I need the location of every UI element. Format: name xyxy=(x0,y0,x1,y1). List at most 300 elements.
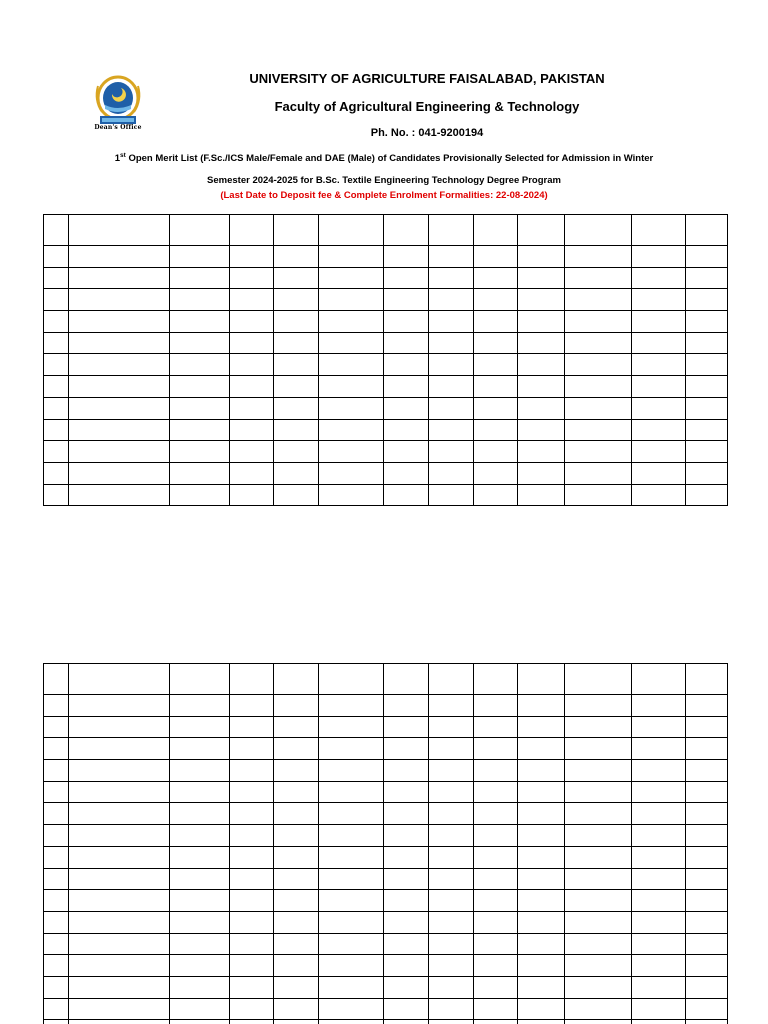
table-row xyxy=(44,976,728,998)
table-cell xyxy=(565,419,632,441)
table-cell xyxy=(518,289,565,311)
table-cell xyxy=(384,890,429,912)
table-cell xyxy=(518,825,565,847)
table-cell xyxy=(384,441,429,463)
table-cell xyxy=(429,311,474,333)
table-cell xyxy=(474,419,518,441)
table-row xyxy=(44,760,728,782)
table-cell xyxy=(632,868,686,890)
table-cell xyxy=(632,332,686,354)
table-cell xyxy=(274,846,319,868)
table-cell xyxy=(474,825,518,847)
table-row xyxy=(44,998,728,1020)
table-cell xyxy=(384,846,429,868)
table-cell xyxy=(274,311,319,333)
table-cell xyxy=(319,738,384,760)
table-cell xyxy=(632,933,686,955)
table-cell xyxy=(44,825,69,847)
table-cell xyxy=(44,332,69,354)
table-cell xyxy=(686,311,728,333)
table-cell xyxy=(632,462,686,484)
table-cell xyxy=(429,890,474,912)
table-cell xyxy=(69,825,170,847)
table-cell xyxy=(474,397,518,419)
table-cell xyxy=(170,695,230,717)
table-cell xyxy=(518,311,565,333)
table-cell xyxy=(429,825,474,847)
table-cell xyxy=(565,781,632,803)
table-cell xyxy=(686,955,728,977)
table-cell xyxy=(44,397,69,419)
table-cell xyxy=(170,484,230,506)
table-cell xyxy=(170,890,230,912)
table-row xyxy=(44,441,728,463)
table-cell xyxy=(518,781,565,803)
table-cell xyxy=(686,215,728,246)
table-cell xyxy=(274,933,319,955)
table-cell xyxy=(170,976,230,998)
table-header-row xyxy=(44,215,728,246)
table-cell xyxy=(319,695,384,717)
table-cell xyxy=(429,760,474,782)
table-cell xyxy=(319,664,384,695)
table-cell xyxy=(69,419,170,441)
table-cell xyxy=(230,998,274,1020)
table-row xyxy=(44,246,728,268)
table-cell xyxy=(69,716,170,738)
table-cell xyxy=(632,397,686,419)
merit-ordinal: 1 xyxy=(114,153,121,165)
logo-caption: Dean's Office xyxy=(94,124,142,131)
table-cell xyxy=(429,484,474,506)
table-cell xyxy=(170,781,230,803)
table-cell xyxy=(686,1020,728,1024)
table-cell xyxy=(565,695,632,717)
table-cell xyxy=(686,738,728,760)
table-row xyxy=(44,933,728,955)
table-cell xyxy=(429,803,474,825)
table-cell xyxy=(518,846,565,868)
deadline-notice: (Last Date to Deposit fee & Complete Enrolment Formalities: 22-08-2024) xyxy=(220,190,548,201)
table-cell xyxy=(319,825,384,847)
table-cell xyxy=(319,246,384,268)
table-cell xyxy=(384,267,429,289)
table-cell xyxy=(632,781,686,803)
table-cell xyxy=(69,868,170,890)
table-cell xyxy=(230,803,274,825)
table-cell xyxy=(518,332,565,354)
faculty-title: Faculty of Agricultural Engineering & Technology xyxy=(274,99,580,114)
table-cell xyxy=(274,803,319,825)
merit-list-text: Open Merit List (F.Sc./ICS Male/Female and DAE (Male) of Candidates Provisionally Selected for Admission in Winter xyxy=(125,153,654,165)
table-row xyxy=(44,890,728,912)
table-cell xyxy=(474,354,518,376)
table-cell xyxy=(686,289,728,311)
table-cell xyxy=(518,911,565,933)
table-cell xyxy=(686,376,728,398)
table-cell xyxy=(230,868,274,890)
table-cell xyxy=(274,1020,319,1024)
table-cell xyxy=(44,376,69,398)
table-cell xyxy=(565,376,632,398)
table-cell xyxy=(230,397,274,419)
table-cell xyxy=(429,462,474,484)
table-cell xyxy=(565,825,632,847)
table-cell xyxy=(686,890,728,912)
table-cell xyxy=(518,664,565,695)
table-cell xyxy=(69,462,170,484)
table-cell xyxy=(319,868,384,890)
table-cell xyxy=(474,246,518,268)
table-cell xyxy=(565,354,632,376)
table-cell xyxy=(474,976,518,998)
table-cell xyxy=(429,376,474,398)
table-cell xyxy=(319,976,384,998)
table-cell xyxy=(565,803,632,825)
table-cell xyxy=(384,376,429,398)
table-cell xyxy=(565,933,632,955)
table-row xyxy=(44,419,728,441)
table-cell xyxy=(170,846,230,868)
table-cell xyxy=(319,376,384,398)
table-cell xyxy=(69,311,170,333)
table-cell xyxy=(44,441,69,463)
table-row xyxy=(44,781,728,803)
table-cell xyxy=(384,354,429,376)
table-cell xyxy=(474,911,518,933)
table-cell xyxy=(319,890,384,912)
table-cell xyxy=(274,354,319,376)
table-row xyxy=(44,911,728,933)
table-cell xyxy=(44,267,69,289)
table-row xyxy=(44,376,728,398)
table-cell xyxy=(384,311,429,333)
table-row xyxy=(44,825,728,847)
table-cell xyxy=(384,419,429,441)
table-cell xyxy=(44,846,69,868)
table-cell xyxy=(518,998,565,1020)
table-cell xyxy=(632,911,686,933)
table-cell xyxy=(230,332,274,354)
table-cell xyxy=(274,695,319,717)
table-cell xyxy=(565,716,632,738)
table-cell xyxy=(69,803,170,825)
table-cell xyxy=(565,760,632,782)
table-cell xyxy=(44,933,69,955)
table-cell xyxy=(170,267,230,289)
table-cell xyxy=(319,311,384,333)
table-cell xyxy=(170,332,230,354)
table-cell xyxy=(69,376,170,398)
table-cell xyxy=(429,289,474,311)
table-cell xyxy=(319,397,384,419)
table-cell xyxy=(384,825,429,847)
table-cell xyxy=(44,760,69,782)
table-cell xyxy=(274,738,319,760)
table-cell xyxy=(518,397,565,419)
table-cell xyxy=(384,868,429,890)
table-cell xyxy=(429,998,474,1020)
table-cell xyxy=(686,462,728,484)
table-cell xyxy=(565,955,632,977)
table-cell xyxy=(384,738,429,760)
table-cell xyxy=(474,868,518,890)
table-cell xyxy=(69,890,170,912)
table-cell xyxy=(274,267,319,289)
table-cell xyxy=(632,1020,686,1024)
table-cell xyxy=(384,781,429,803)
table-cell xyxy=(518,738,565,760)
table-cell xyxy=(632,246,686,268)
table-cell xyxy=(69,267,170,289)
table-cell xyxy=(230,1020,274,1024)
table-cell xyxy=(230,911,274,933)
table-cell xyxy=(474,933,518,955)
merit-list-line-1 xyxy=(0,152,768,164)
table-cell xyxy=(429,911,474,933)
table-cell xyxy=(69,664,170,695)
table-cell xyxy=(170,397,230,419)
table-cell xyxy=(565,911,632,933)
table-cell xyxy=(686,246,728,268)
table-cell xyxy=(384,695,429,717)
table-cell xyxy=(274,716,319,738)
table-cell xyxy=(474,664,518,695)
table-cell xyxy=(44,716,69,738)
table-cell xyxy=(44,1020,69,1024)
table-cell xyxy=(686,911,728,933)
table-cell xyxy=(230,716,274,738)
table-cell xyxy=(474,441,518,463)
table-cell xyxy=(319,354,384,376)
table-cell xyxy=(686,803,728,825)
table-cell xyxy=(632,803,686,825)
table-cell xyxy=(319,846,384,868)
phone-number: Ph. No. : 041-9200194 xyxy=(370,127,484,139)
table-cell xyxy=(319,760,384,782)
table-cell xyxy=(632,419,686,441)
table-cell xyxy=(474,267,518,289)
table-cell xyxy=(319,781,384,803)
table-cell xyxy=(686,695,728,717)
table-row xyxy=(44,397,728,419)
table-cell xyxy=(69,441,170,463)
table-cell xyxy=(384,955,429,977)
table-cell xyxy=(230,760,274,782)
table-cell xyxy=(170,376,230,398)
table-cell xyxy=(384,484,429,506)
table-cell xyxy=(565,998,632,1020)
table-cell xyxy=(44,868,69,890)
table-cell xyxy=(686,760,728,782)
table-cell xyxy=(384,1020,429,1024)
table-cell xyxy=(230,354,274,376)
merit-table-2 xyxy=(43,663,728,1024)
table-cell xyxy=(686,484,728,506)
table-cell xyxy=(429,267,474,289)
table-cell xyxy=(632,441,686,463)
table-cell xyxy=(429,215,474,246)
table-cell xyxy=(69,955,170,977)
table-cell xyxy=(632,289,686,311)
table-cell xyxy=(686,781,728,803)
table-cell xyxy=(44,664,69,695)
table-cell xyxy=(230,484,274,506)
table-cell xyxy=(230,738,274,760)
table-cell xyxy=(319,484,384,506)
table-cell xyxy=(319,215,384,246)
table-cell xyxy=(429,664,474,695)
table-cell xyxy=(518,890,565,912)
table-cell xyxy=(69,976,170,998)
table-cell xyxy=(565,868,632,890)
table-cell xyxy=(429,397,474,419)
table-cell xyxy=(474,890,518,912)
table-cell xyxy=(518,376,565,398)
table-cell xyxy=(565,890,632,912)
table-cell xyxy=(230,289,274,311)
table-cell xyxy=(429,781,474,803)
table-cell xyxy=(44,311,69,333)
table-cell xyxy=(518,441,565,463)
table-cell xyxy=(274,484,319,506)
table-cell xyxy=(632,825,686,847)
table-cell xyxy=(230,695,274,717)
table-cell xyxy=(474,760,518,782)
table-cell xyxy=(429,246,474,268)
table-cell xyxy=(69,332,170,354)
table-cell xyxy=(474,484,518,506)
table-cell xyxy=(230,781,274,803)
university-title: UNIVERSITY OF AGRICULTURE FAISALABAD, PAKISTAN xyxy=(249,71,605,86)
table-row xyxy=(44,462,728,484)
table-cell xyxy=(44,998,69,1020)
table-row xyxy=(44,484,728,506)
table-cell xyxy=(429,976,474,998)
table-cell xyxy=(230,825,274,847)
table-cell xyxy=(686,716,728,738)
table-cell xyxy=(274,998,319,1020)
table-cell xyxy=(518,933,565,955)
table-cell xyxy=(319,955,384,977)
table-cell xyxy=(384,976,429,998)
table-cell xyxy=(274,419,319,441)
table-cell xyxy=(686,846,728,868)
table-cell xyxy=(170,462,230,484)
table-header-row xyxy=(44,664,728,695)
table-cell xyxy=(170,354,230,376)
table-cell xyxy=(274,462,319,484)
table-cell xyxy=(230,441,274,463)
table-cell xyxy=(319,289,384,311)
table-cell xyxy=(384,397,429,419)
table-cell xyxy=(474,738,518,760)
table-cell xyxy=(44,911,69,933)
table-cell xyxy=(170,760,230,782)
table-cell xyxy=(274,911,319,933)
table-cell xyxy=(686,397,728,419)
table-cell xyxy=(565,462,632,484)
table-cell xyxy=(384,716,429,738)
table-cell xyxy=(384,246,429,268)
table-row xyxy=(44,311,728,333)
table-cell xyxy=(274,868,319,890)
table-cell xyxy=(274,376,319,398)
table-cell xyxy=(474,955,518,977)
table-cell xyxy=(565,289,632,311)
table-cell xyxy=(230,976,274,998)
table-cell xyxy=(170,825,230,847)
table-cell xyxy=(518,868,565,890)
table-cell xyxy=(632,760,686,782)
table-cell xyxy=(429,695,474,717)
table-cell xyxy=(319,998,384,1020)
table-cell xyxy=(632,484,686,506)
table-cell xyxy=(69,354,170,376)
table-cell xyxy=(474,376,518,398)
table-cell xyxy=(632,738,686,760)
table-cell xyxy=(274,289,319,311)
table-cell xyxy=(686,419,728,441)
table-cell xyxy=(230,246,274,268)
table-cell xyxy=(319,332,384,354)
table-cell xyxy=(319,716,384,738)
table-cell xyxy=(44,484,69,506)
table-cell xyxy=(429,332,474,354)
table-cell xyxy=(274,664,319,695)
table-cell xyxy=(170,998,230,1020)
table-cell xyxy=(384,933,429,955)
table-cell xyxy=(44,976,69,998)
table-cell xyxy=(384,803,429,825)
table-cell xyxy=(686,976,728,998)
table-cell xyxy=(686,354,728,376)
table-cell xyxy=(319,803,384,825)
table-cell xyxy=(518,1020,565,1024)
table-cell xyxy=(230,267,274,289)
table-cell xyxy=(69,781,170,803)
table-cell xyxy=(274,215,319,246)
table-cell xyxy=(632,976,686,998)
table-cell xyxy=(474,289,518,311)
table-cell xyxy=(170,419,230,441)
table-row xyxy=(44,716,728,738)
table-cell xyxy=(170,311,230,333)
table-cell xyxy=(429,441,474,463)
table-cell xyxy=(384,664,429,695)
table-cell xyxy=(69,911,170,933)
table-cell xyxy=(518,267,565,289)
table-cell xyxy=(170,664,230,695)
table-cell xyxy=(170,246,230,268)
table-cell xyxy=(384,332,429,354)
table-cell xyxy=(170,933,230,955)
table-cell xyxy=(429,933,474,955)
table-cell xyxy=(230,462,274,484)
table-cell xyxy=(474,332,518,354)
table-cell xyxy=(44,803,69,825)
table-cell xyxy=(474,998,518,1020)
table-cell xyxy=(565,1020,632,1024)
table-cell xyxy=(274,976,319,998)
table-cell xyxy=(44,781,69,803)
table-cell xyxy=(518,803,565,825)
table-cell xyxy=(632,664,686,695)
table-cell xyxy=(518,760,565,782)
table-cell xyxy=(170,215,230,246)
table-cell xyxy=(69,397,170,419)
table-cell xyxy=(565,484,632,506)
